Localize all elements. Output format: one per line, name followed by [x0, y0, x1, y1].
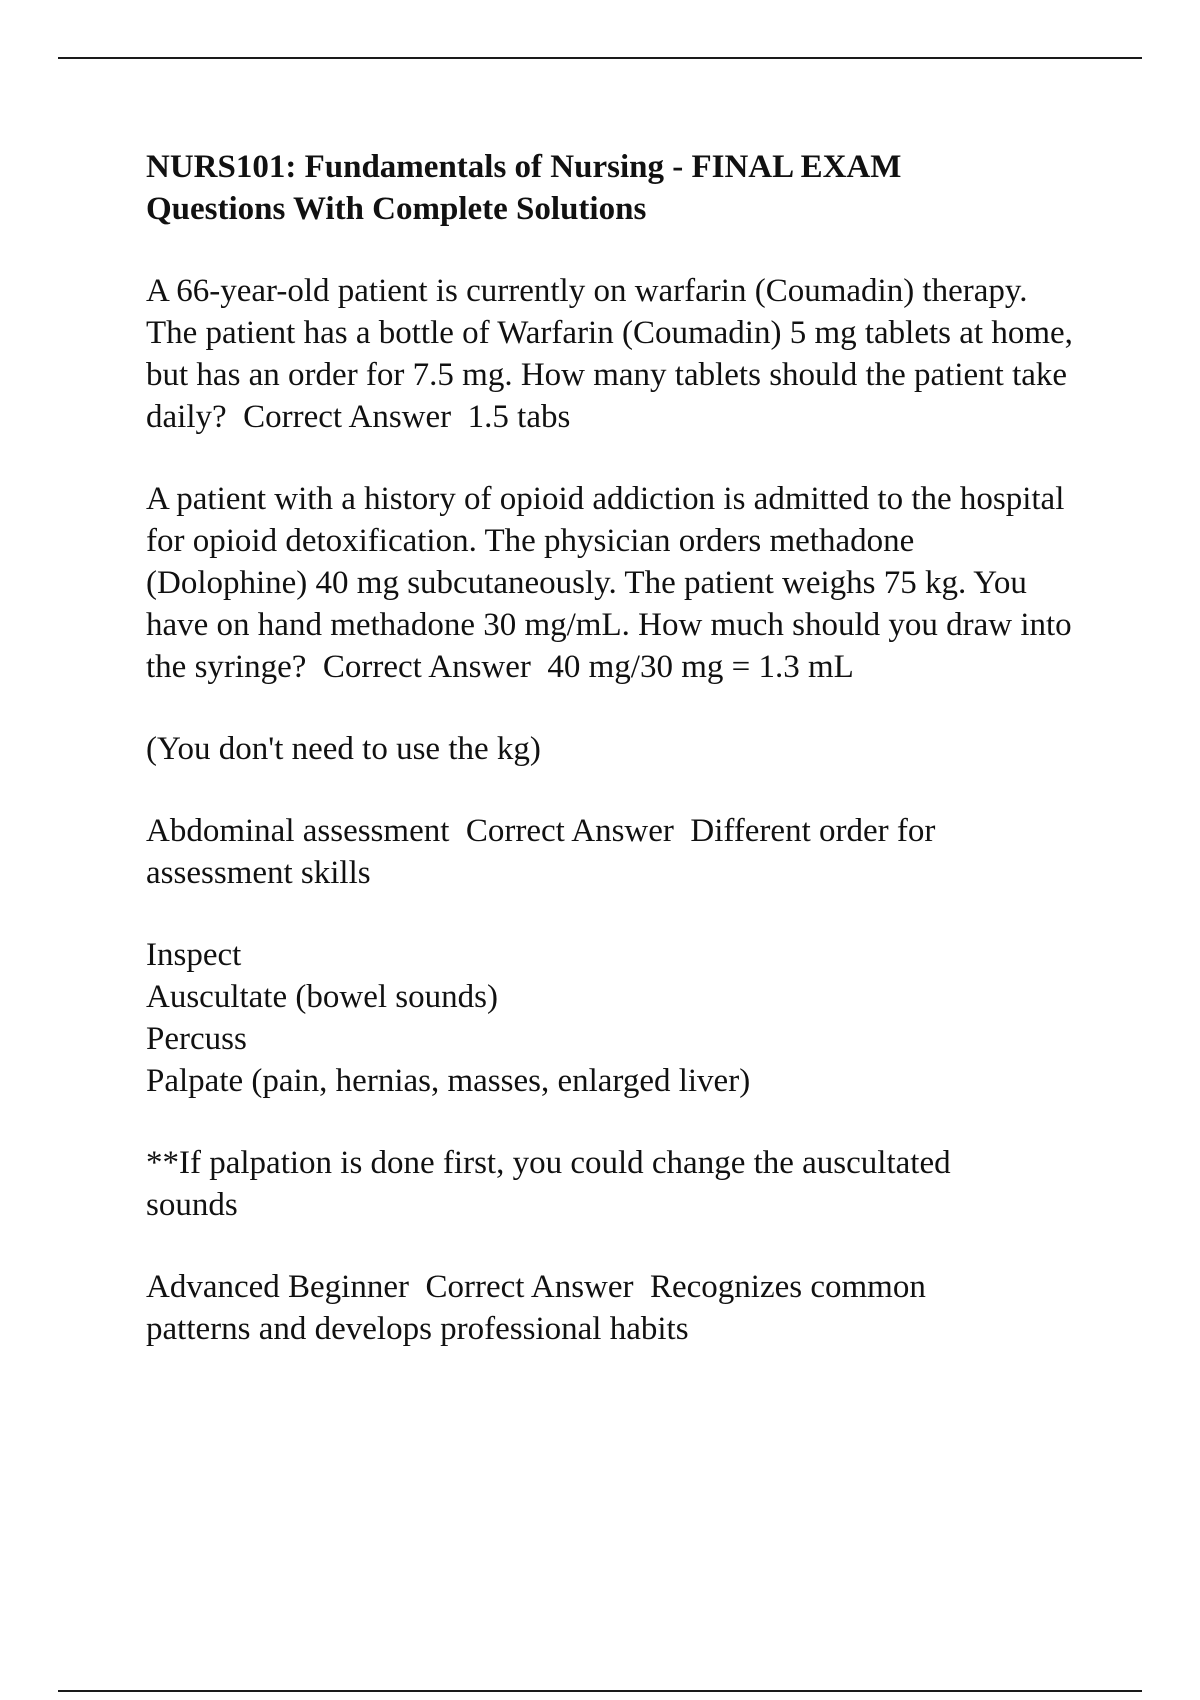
bottom-rule: [58, 1690, 1142, 1692]
question-abdominal-assessment: Abdominal assessment Correct Answer Different order for assessment skills: [146, 813, 944, 891]
palpation-note: **If palpation is done first, you could change the auscultated sounds: [146, 1145, 959, 1223]
methadone-note: (You don't need to use the kg): [146, 731, 541, 767]
list-item: Percuss: [146, 1021, 247, 1057]
list-item: Palpate (pain, hernias, masses, enlarged liver): [146, 1063, 751, 1099]
list-item: Auscultate (bowel sounds): [146, 979, 498, 1015]
list-item: Inspect: [146, 937, 242, 973]
assessment-steps-list: [146, 934, 1106, 1102]
document-body: [146, 146, 1106, 1390]
document-title: NURS101: Fundamentals of Nursing - FINAL EXAM Questions With Complete Solutions: [146, 149, 902, 227]
question-warfarin: A 66-year-old patient is currently on warfarin (Coumadin) therapy. The patient has a bottle of Warfarin (Coumadin) 5 mg tablets at home, but has an order for 7.5 mg. How many tablets should the patient take daily? Correct Answer 1.5 tabs: [146, 273, 1082, 435]
question-methadone: A patient with a history of opioid addiction is admitted to the hospital for opioid detoxification. The physician orders methadone (Dolophine) 40 mg subcutaneously. The patient weighs 75 kg. You have on hand methadone 30 mg/mL. How much should you draw into the syringe? Correct Answer 40 mg/30 mg = 1.3 mL: [146, 481, 1080, 685]
question-advanced-beginner: Advanced Beginner Correct Answer Recognizes common patterns and develops professional habits: [146, 1269, 935, 1347]
top-rule: [58, 57, 1142, 59]
